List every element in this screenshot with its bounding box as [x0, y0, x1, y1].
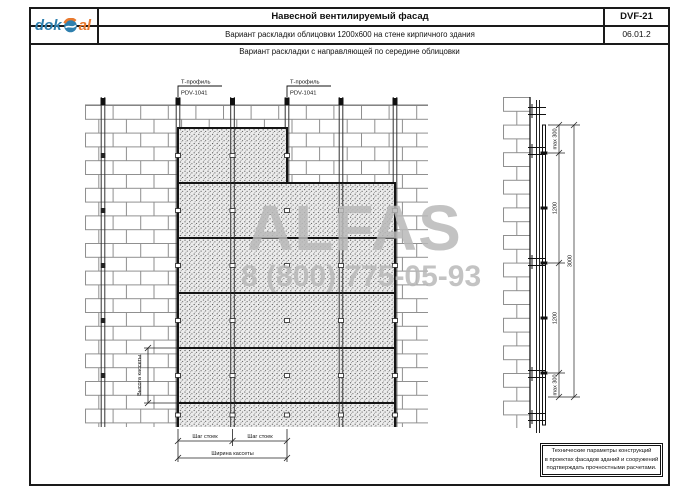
tprofile-callout-1	[178, 80, 222, 99]
section-view	[503, 97, 580, 433]
tprofile-callout-2	[287, 80, 331, 99]
tprofile-label: Т-профиль	[181, 79, 211, 86]
watermark-brand: ALFAS	[247, 192, 462, 264]
variant-note: Вариант раскладки с направляющей по середине облицовки	[239, 47, 460, 56]
note-line-2: в проектах фасадов зданий и сооружений	[544, 456, 659, 463]
section-rail	[537, 100, 540, 433]
sheet-title: Навесной вентилируемый фасад	[271, 10, 429, 22]
post-step-label-1: Шаг стоек	[192, 434, 218, 440]
logo-text-al: al	[78, 16, 92, 34]
section-panel	[543, 125, 546, 425]
cassette-field-right	[287, 183, 395, 427]
cassette-width-label: Ширина кассеты	[211, 451, 254, 457]
post-step-label-2: Шаг стоек	[247, 434, 273, 440]
note-box-inner	[542, 445, 661, 475]
tprofile-model: PDV-1041	[290, 90, 317, 97]
doc-code: DVF-21	[620, 10, 653, 22]
dim-1200-b: 1200	[552, 311, 559, 325]
cassette-height-label: Высота кассеты	[137, 355, 143, 396]
cassette-field-left	[178, 128, 287, 427]
rail-anchors	[101, 98, 398, 105]
note-line-1: Технические параметры конструкций	[551, 447, 652, 454]
sheet-subtitle: Вариант раскладки облицовки 1200х600 на стене кирпичного здания	[225, 29, 475, 39]
dim-max300-top: max 300	[552, 128, 559, 150]
dim-1200-a: 1200	[552, 201, 559, 215]
tprofile-label: Т-профиль	[290, 79, 320, 86]
section-brick-wall	[503, 97, 530, 428]
section-dim-chain	[548, 122, 580, 400]
dim-3000: 3000	[567, 254, 574, 268]
logo-text-dok: dok	[34, 16, 62, 34]
note-line-3: подтверждать прочностными расчетами.	[546, 465, 657, 472]
watermark-phone: 8 (800) 775-05-93	[241, 260, 482, 293]
tprofile-model: PDV-1041	[181, 90, 208, 97]
front-elevation	[85, 80, 428, 463]
dim-max300-bottom: max 300	[552, 374, 559, 396]
note-box	[540, 443, 663, 477]
sheet-number: 06.01.2	[622, 29, 651, 39]
